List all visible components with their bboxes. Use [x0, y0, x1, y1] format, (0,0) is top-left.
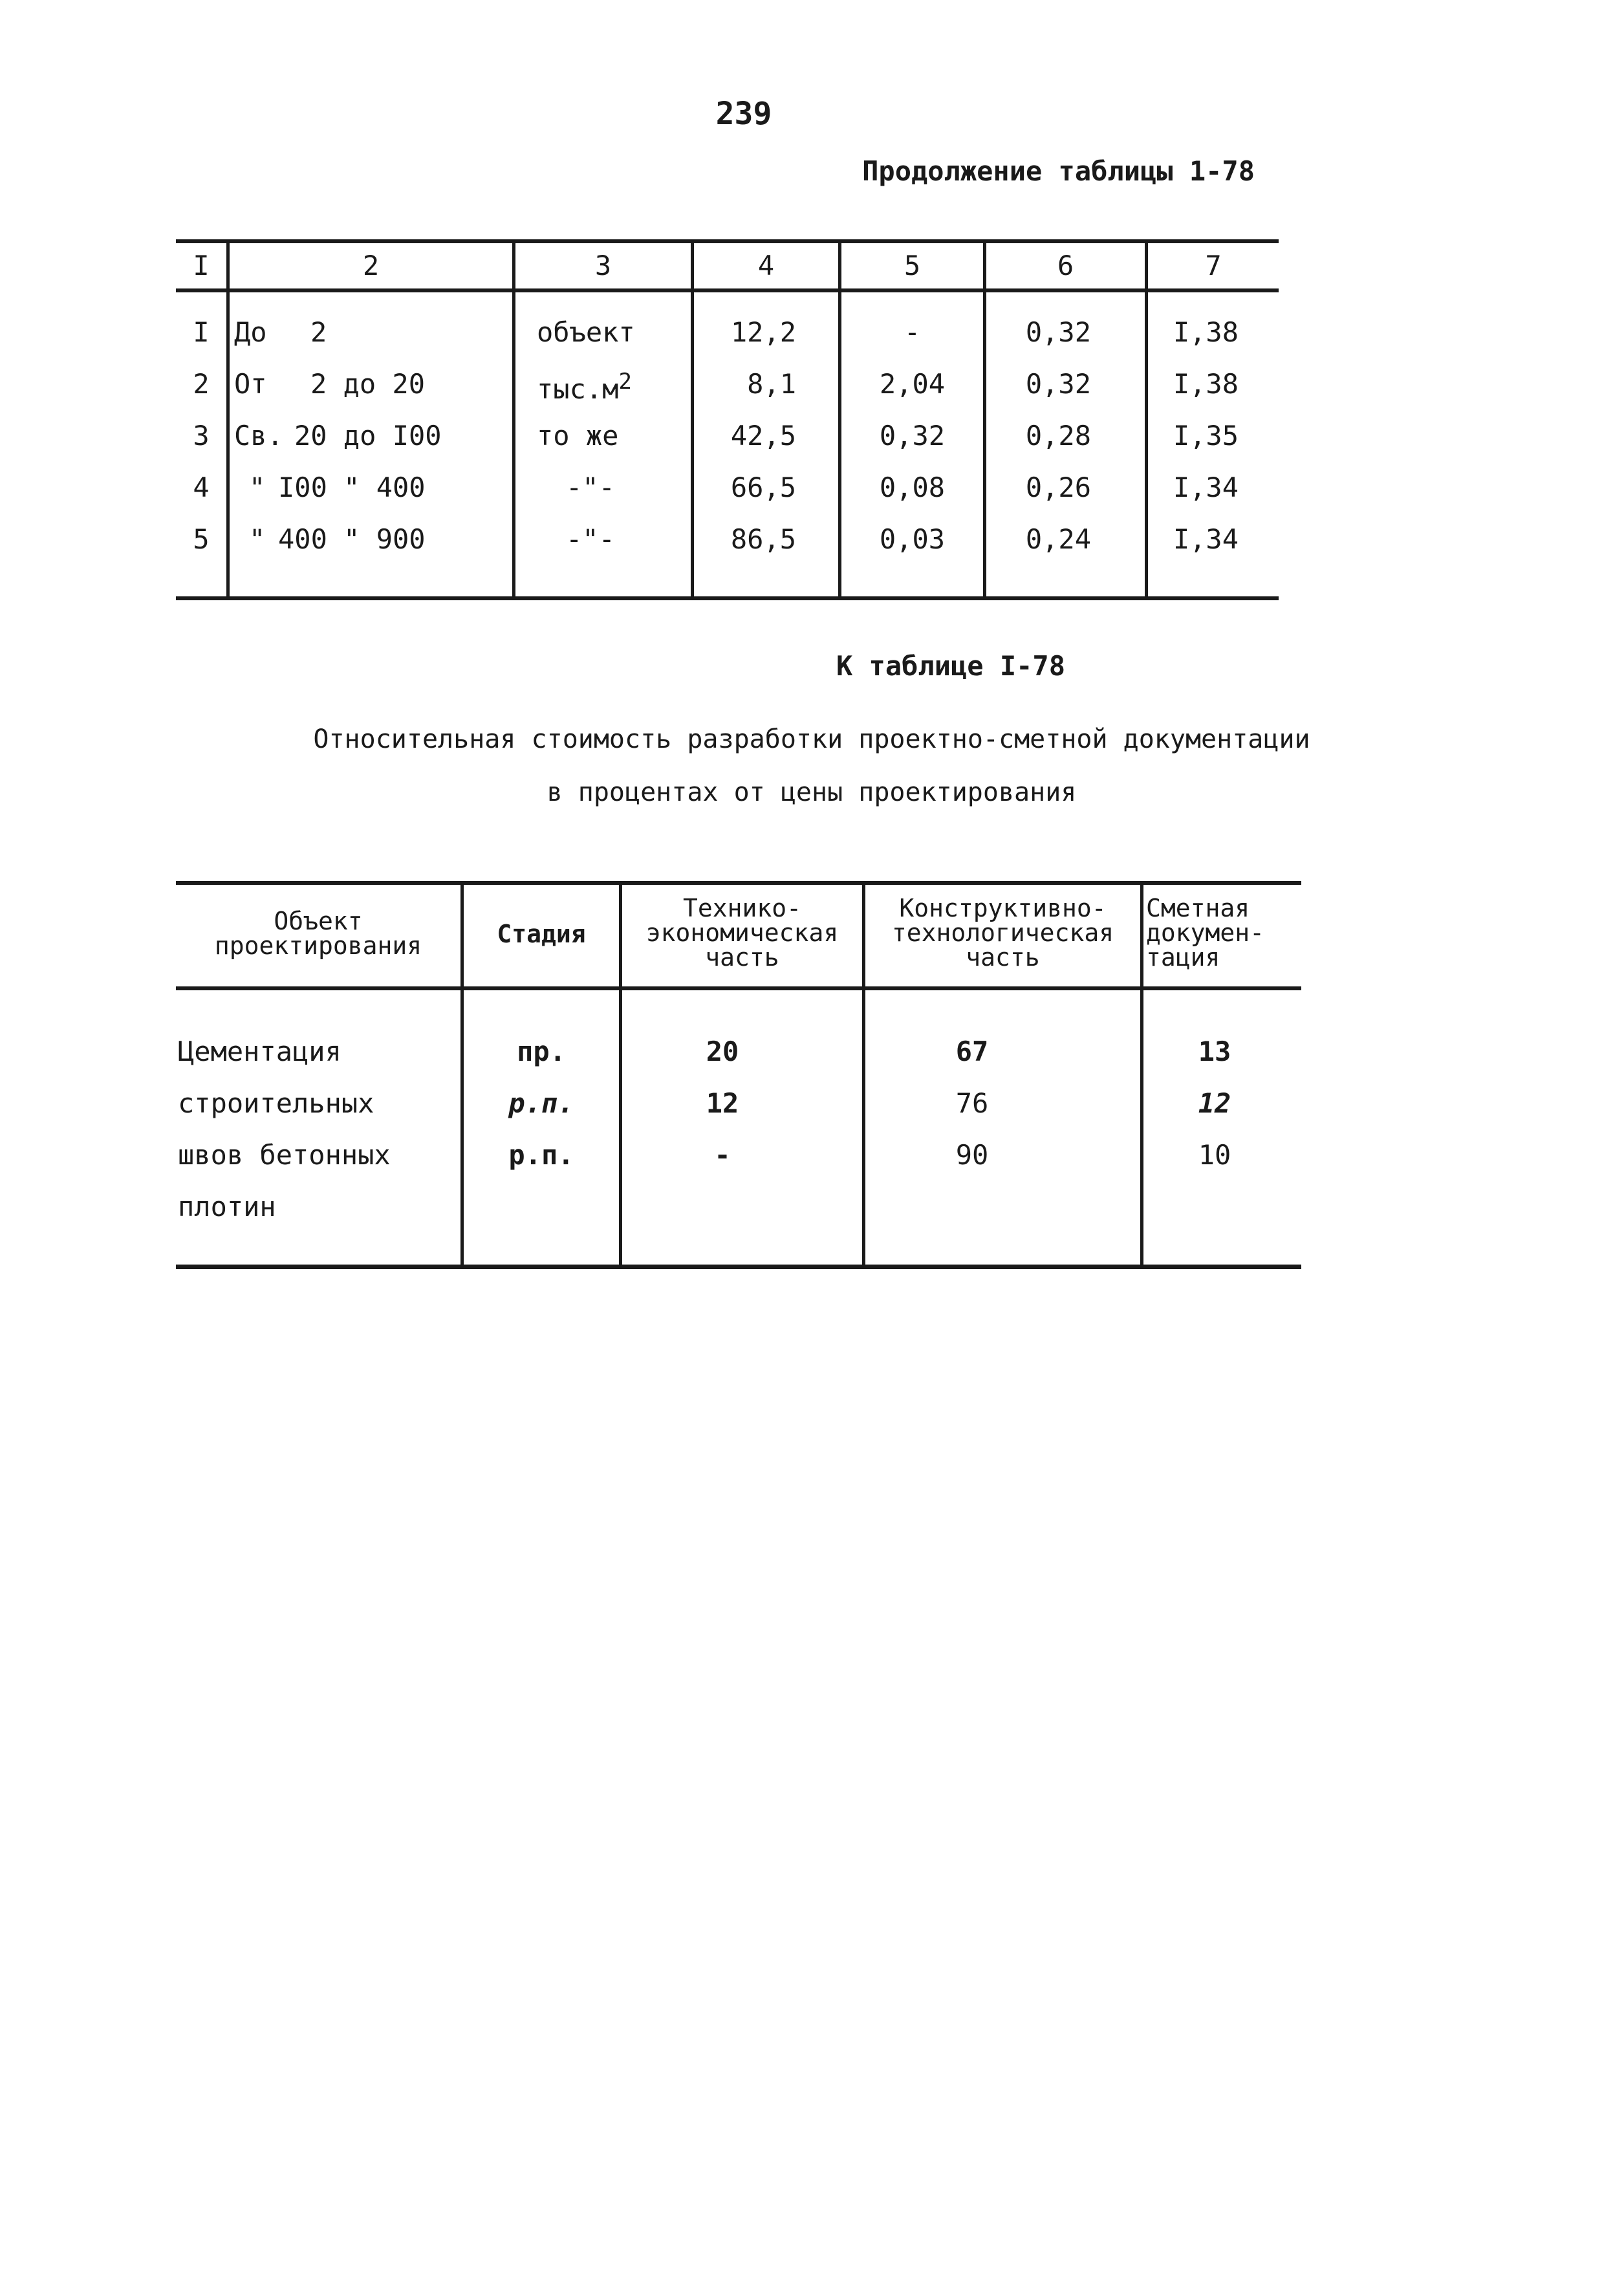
- value: 67: [955, 1036, 989, 1067]
- table-caption-line-2: в процентах от цены проектирования: [547, 777, 1077, 807]
- table-1-bottom-rule: [176, 596, 1279, 600]
- value: I,38: [1173, 316, 1239, 348]
- range-values: I00 " 400: [278, 472, 426, 503]
- value: 0,32: [1025, 316, 1091, 348]
- value: 0,24: [1025, 523, 1091, 555]
- table-2-header-technical-economic: Технико- экономическая часть: [645, 894, 839, 972]
- object-name-line: Цементация: [178, 1036, 341, 1067]
- object-name-line: строительных: [178, 1087, 374, 1119]
- table-2-header-rule: [176, 986, 1301, 990]
- page-number: 239: [715, 96, 772, 132]
- range-prefix: До: [234, 316, 267, 348]
- value: 0,28: [1025, 420, 1091, 451]
- value: 13: [1198, 1036, 1231, 1067]
- table-1-header-rule: [176, 288, 1279, 292]
- table-1-header: 6: [1057, 250, 1074, 281]
- unit: -"-: [566, 523, 615, 555]
- table-1-header: I: [193, 250, 210, 281]
- object-name-line: швов бетонных: [178, 1139, 391, 1171]
- row-number: 2: [193, 368, 210, 400]
- value: 2,04: [879, 368, 946, 400]
- table-2-header-estimate-docs: Сметная докумен- тация: [1146, 894, 1265, 972]
- value: 12: [706, 1087, 739, 1119]
- table-1-top-rule: [176, 239, 1279, 243]
- value: 0,08: [879, 472, 946, 503]
- table-1-column-divider: [226, 239, 230, 600]
- table-caption-line-1: Относительная стоимость разработки проектно-сметной документации: [313, 724, 1310, 754]
- value: 0,03: [879, 523, 946, 555]
- range-prefix: ": [249, 523, 266, 555]
- object-name-line: плотин: [178, 1191, 276, 1222]
- value: 12: [1198, 1087, 1231, 1119]
- value: 86,5: [730, 523, 796, 555]
- value: 20: [706, 1036, 739, 1067]
- range-prefix: ": [249, 472, 266, 503]
- row-number: 4: [193, 472, 210, 503]
- value: 42,5: [730, 420, 796, 451]
- unit: объект: [537, 316, 635, 348]
- range-values: 400 " 900: [278, 523, 426, 555]
- stage: р.п.: [508, 1087, 574, 1119]
- value: 0,32: [879, 420, 946, 451]
- table-continuation-title: Продолжение таблицы 1-78: [862, 155, 1255, 187]
- unit-text: тыс.м: [537, 373, 619, 405]
- table-1-column-divider: [512, 239, 515, 600]
- range-values: 2 до 20: [310, 368, 426, 400]
- table-2-header-construction-technology: Конструктивно- технологическая часть: [891, 894, 1114, 972]
- range-values: 20 до I00: [294, 420, 442, 451]
- value: 12,2: [730, 316, 796, 348]
- stage: р.п.: [508, 1139, 574, 1171]
- table-2-top-rule: [176, 881, 1301, 885]
- range-prefix: Св.: [234, 420, 283, 451]
- unit: то же: [537, 420, 619, 451]
- table-1-header: 2: [362, 250, 380, 281]
- range-prefix: От: [234, 368, 267, 400]
- value: 0,26: [1025, 472, 1091, 503]
- unit: [537, 371, 632, 403]
- table-1-header: 7: [1205, 250, 1222, 281]
- value: 10: [1198, 1139, 1231, 1171]
- table-1-header: 4: [757, 250, 775, 281]
- row-number: 3: [193, 420, 210, 451]
- table-2-header-object: Объект проектирования: [214, 907, 422, 960]
- row-number: 5: [193, 523, 210, 555]
- table-2-bottom-rule: [176, 1265, 1301, 1269]
- value: I,34: [1173, 523, 1239, 555]
- row-number: I: [193, 316, 210, 348]
- value: 66,5: [730, 472, 796, 503]
- stage: пр.: [517, 1036, 566, 1067]
- range-values: 2: [310, 316, 327, 348]
- value: -: [714, 1139, 731, 1171]
- unit: -"-: [566, 472, 615, 503]
- value: -: [904, 316, 921, 348]
- table-1-header: 5: [904, 250, 921, 281]
- table-1-header: 3: [594, 250, 612, 281]
- table-reference-title: К таблице I-78: [836, 650, 1065, 682]
- value: I,38: [1173, 368, 1239, 400]
- value: I,34: [1173, 472, 1239, 503]
- value: 76: [955, 1087, 989, 1119]
- value: 90: [955, 1139, 989, 1171]
- value: I,35: [1173, 420, 1239, 451]
- value: 8,1: [747, 368, 796, 400]
- unit-superscript: 2: [618, 369, 632, 395]
- table-2-header-stage: Стадия: [497, 920, 586, 948]
- value: 0,32: [1025, 368, 1091, 400]
